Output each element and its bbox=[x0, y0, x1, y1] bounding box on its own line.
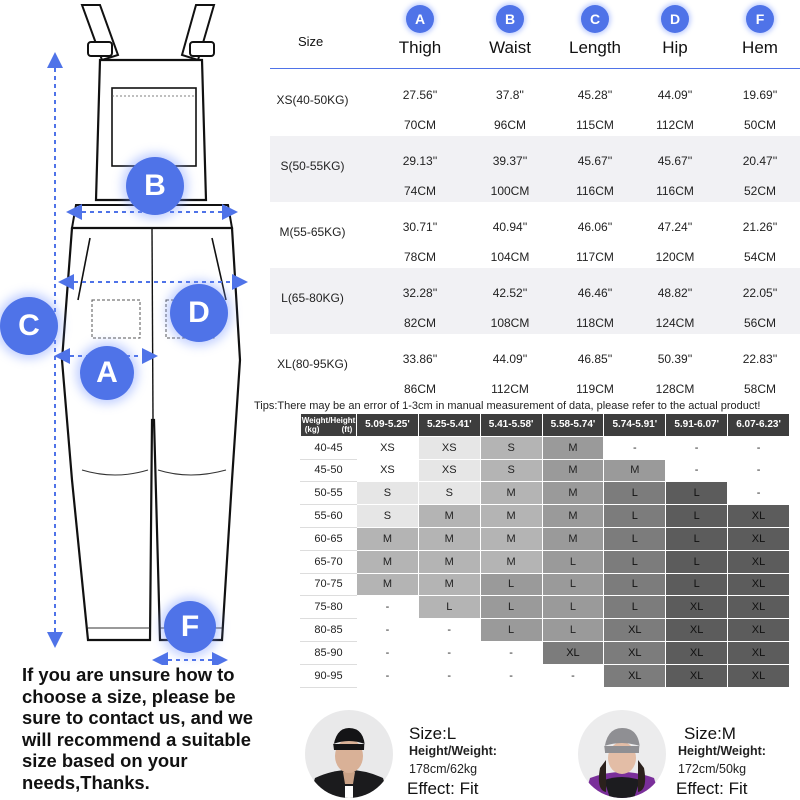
grid-size-cell: L bbox=[604, 482, 666, 505]
column-header-0 bbox=[380, 0, 460, 70]
inch-value: 42.52'' bbox=[492, 286, 528, 300]
grid-size-cell: - bbox=[604, 436, 666, 459]
grid-row bbox=[301, 641, 790, 664]
grid-row bbox=[301, 482, 790, 505]
grid-size-cell: L bbox=[480, 596, 542, 619]
grid-size-cell: S bbox=[480, 436, 542, 459]
grid-size-cell: L bbox=[604, 596, 666, 619]
column-header-4 bbox=[720, 0, 800, 70]
cm-value: 124CM bbox=[655, 316, 695, 330]
grid-corner: Weight/Height (kg) (ft) bbox=[301, 414, 357, 437]
grid-size-cell: L bbox=[666, 527, 728, 550]
grid-size-cell: S bbox=[357, 505, 419, 528]
grid-size-cell: S bbox=[418, 482, 480, 505]
inch-value: 39.37'' bbox=[492, 154, 528, 168]
grid-size-cell: - bbox=[418, 619, 480, 642]
grid-size-cell: - bbox=[357, 619, 419, 642]
column-badge: D bbox=[661, 5, 689, 33]
cm-value: 54CM bbox=[743, 250, 776, 264]
inch-value: 46.46'' bbox=[577, 286, 613, 300]
grid-row bbox=[301, 596, 790, 619]
inch-value: 32.28'' bbox=[402, 286, 438, 300]
size-row bbox=[270, 202, 800, 268]
inch-value: 45.67'' bbox=[577, 154, 613, 168]
column-label: Hem bbox=[742, 38, 778, 57]
column-label: Length bbox=[569, 38, 621, 57]
cm-value: 118CM bbox=[576, 316, 614, 330]
weight-label: 75-80 bbox=[301, 596, 357, 619]
grid-size-cell: - bbox=[357, 641, 419, 664]
grid-size-cell: - bbox=[480, 664, 542, 687]
grid-row bbox=[301, 664, 790, 687]
inch-value: 44.09'' bbox=[492, 352, 528, 366]
inch-value: 30.71'' bbox=[402, 220, 438, 234]
grid-size-cell: XL bbox=[666, 641, 728, 664]
size-chart-table bbox=[270, 70, 800, 400]
column-badge: B bbox=[496, 5, 524, 33]
grid-size-cell: L bbox=[480, 573, 542, 596]
inch-value: 47.24'' bbox=[657, 220, 693, 234]
grid-size-cell: L bbox=[604, 573, 666, 596]
badge-b: B bbox=[126, 157, 184, 215]
grid-size-cell: M bbox=[357, 550, 419, 573]
model-1-effect: Effect: Fit bbox=[407, 779, 479, 798]
grid-size-cell: - bbox=[542, 664, 604, 687]
inch-value: 46.06'' bbox=[577, 220, 613, 234]
column-badge: A bbox=[406, 5, 434, 33]
weight-label: 70-75 bbox=[301, 573, 357, 596]
tips-text: Tips:There may be an error of 1-3cm in manual measurement of data, please refer to the actual product! bbox=[254, 400, 761, 412]
grid-size-cell: L bbox=[666, 505, 728, 528]
cm-value: 116CM bbox=[656, 184, 694, 198]
cm-value: 70CM bbox=[403, 118, 436, 132]
grid-size-cell: M bbox=[418, 573, 480, 596]
grid-size-cell: XS bbox=[357, 436, 419, 459]
size-row bbox=[270, 70, 800, 136]
grid-size-cell: M bbox=[542, 459, 604, 482]
height-header: 5.25-5.41' bbox=[418, 414, 480, 437]
inch-value: 37.8'' bbox=[496, 88, 524, 102]
grid-size-cell: S bbox=[357, 482, 419, 505]
grid-size-cell: - bbox=[728, 459, 790, 482]
grid-size-cell: - bbox=[728, 436, 790, 459]
grid-size-cell: XL bbox=[728, 641, 790, 664]
column-badge: C bbox=[581, 5, 609, 33]
grid-size-cell: XL bbox=[728, 550, 790, 573]
grid-size-cell: M bbox=[604, 459, 666, 482]
model-2-hw-label: Height/Weight: bbox=[678, 744, 766, 758]
grid-row bbox=[301, 505, 790, 528]
grid-size-cell: L bbox=[542, 573, 604, 596]
cm-value: 128CM bbox=[655, 382, 695, 396]
grid-size-cell: S bbox=[480, 459, 542, 482]
grid-row bbox=[301, 619, 790, 642]
grid-size-cell: M bbox=[418, 527, 480, 550]
column-label: Thigh bbox=[398, 38, 442, 57]
weight-label: 65-70 bbox=[301, 550, 357, 573]
cm-value: 116CM bbox=[576, 184, 614, 198]
height-header: 5.91-6.07' bbox=[666, 414, 728, 437]
size-row bbox=[270, 136, 800, 202]
size-name: L(65-80KG) bbox=[281, 291, 344, 305]
grid-size-cell: - bbox=[480, 641, 542, 664]
cm-value: 120CM bbox=[655, 250, 695, 264]
grid-size-cell: L bbox=[666, 482, 728, 505]
size-name: M(55-65KG) bbox=[279, 225, 346, 239]
inch-value: 21.26'' bbox=[742, 220, 778, 234]
cm-value: 86CM bbox=[403, 382, 436, 396]
grid-size-cell: XL bbox=[728, 505, 790, 528]
inch-value: 33.86'' bbox=[402, 352, 438, 366]
size-row bbox=[270, 334, 800, 400]
model-1-size: Size:L bbox=[409, 724, 457, 743]
grid-size-cell: XL bbox=[728, 619, 790, 642]
cm-value: 112CM bbox=[491, 382, 529, 396]
grid-size-cell: XL bbox=[666, 664, 728, 687]
grid-size-cell: XL bbox=[666, 619, 728, 642]
model-photo-2 bbox=[578, 710, 666, 798]
height-header: 6.07-6.23' bbox=[728, 414, 790, 437]
inch-value: 45.28'' bbox=[577, 88, 613, 102]
inch-value: 19.69'' bbox=[742, 88, 778, 102]
grid-size-cell: M bbox=[357, 573, 419, 596]
grid-size-cell: - bbox=[357, 596, 419, 619]
model-1-hw-label: Height/Weight: bbox=[409, 744, 497, 758]
grid-size-cell: M bbox=[542, 505, 604, 528]
badge-a: A bbox=[80, 346, 134, 400]
inch-value: 22.05'' bbox=[742, 286, 778, 300]
model-example-1 bbox=[305, 710, 525, 800]
grid-size-cell: L bbox=[604, 527, 666, 550]
grid-size-cell: L bbox=[604, 505, 666, 528]
weight-label: 55-60 bbox=[301, 505, 357, 528]
size-column-label: Size bbox=[298, 34, 324, 49]
cm-value: 115CM bbox=[576, 118, 614, 132]
grid-size-cell: M bbox=[480, 550, 542, 573]
grid-size-cell: XS bbox=[418, 459, 480, 482]
cm-value: 82CM bbox=[403, 316, 436, 330]
grid-size-cell: L bbox=[666, 573, 728, 596]
weight-label: 80-85 bbox=[301, 619, 357, 642]
overall-illustration bbox=[0, 0, 270, 665]
weight-label: 50-55 bbox=[301, 482, 357, 505]
grid-size-cell: XL bbox=[728, 596, 790, 619]
column-label: Waist bbox=[489, 38, 531, 57]
grid-size-cell: - bbox=[418, 664, 480, 687]
grid-size-cell: XS bbox=[418, 436, 480, 459]
weight-label: 40-45 bbox=[301, 436, 357, 459]
height-header: 5.41-5.58' bbox=[480, 414, 542, 437]
cm-value: 119CM bbox=[576, 382, 614, 396]
grid-size-cell: M bbox=[480, 527, 542, 550]
grid-size-cell: M bbox=[418, 505, 480, 528]
column-header-3 bbox=[635, 0, 715, 70]
grid-size-cell: XL bbox=[728, 664, 790, 687]
column-header-1 bbox=[470, 0, 550, 70]
size-name: XL(80-95KG) bbox=[277, 357, 348, 371]
contact-note: If you are unsure how to choose a size, please be sure to contact us, and we will recommend a suitable size based on your needs,Thanks. bbox=[22, 664, 253, 793]
cm-value: 117CM bbox=[576, 250, 614, 264]
grid-size-cell: L bbox=[542, 619, 604, 642]
weight-height-grid bbox=[300, 413, 790, 688]
weight-label: 60-65 bbox=[301, 527, 357, 550]
cm-value: 78CM bbox=[403, 250, 436, 264]
cm-value: 58CM bbox=[743, 382, 776, 396]
model-2-size: Size:M bbox=[684, 724, 736, 743]
grid-size-cell: XS bbox=[357, 459, 419, 482]
grid-size-cell: XL bbox=[666, 596, 728, 619]
inch-value: 50.39'' bbox=[657, 352, 693, 366]
height-header: 5.74-5.91' bbox=[604, 414, 666, 437]
grid-size-cell: M bbox=[542, 482, 604, 505]
grid-size-cell: L bbox=[542, 550, 604, 573]
grid-size-cell: XL bbox=[728, 527, 790, 550]
cm-value: 96CM bbox=[493, 118, 526, 132]
inch-value: 22.83'' bbox=[742, 352, 778, 366]
inch-value: 40.94'' bbox=[492, 220, 528, 234]
weight-label: 85-90 bbox=[301, 641, 357, 664]
model-2-effect: Effect: Fit bbox=[676, 779, 748, 798]
grid-size-cell: L bbox=[542, 596, 604, 619]
badge-c: C bbox=[0, 297, 58, 355]
grid-row bbox=[301, 550, 790, 573]
model-2-hw-value: 172cm/50kg bbox=[678, 762, 747, 776]
grid-size-cell: XL bbox=[604, 664, 666, 687]
weight-label: 45-50 bbox=[301, 459, 357, 482]
grid-size-cell: M bbox=[480, 505, 542, 528]
cm-value: 74CM bbox=[403, 184, 436, 198]
grid-size-cell: - bbox=[418, 641, 480, 664]
grid-row bbox=[301, 436, 790, 459]
size-name: XS(40-50KG) bbox=[276, 93, 349, 107]
grid-size-cell: XL bbox=[728, 573, 790, 596]
column-badge: F bbox=[746, 5, 774, 33]
grid-size-cell: XL bbox=[542, 641, 604, 664]
cm-value: 112CM bbox=[656, 118, 694, 132]
weight-label: 90-95 bbox=[301, 664, 357, 687]
grid-size-cell: - bbox=[728, 482, 790, 505]
cm-value: 50CM bbox=[743, 118, 776, 132]
grid-row bbox=[301, 459, 790, 482]
grid-size-cell: L bbox=[604, 550, 666, 573]
cm-value: 56CM bbox=[743, 316, 776, 330]
grid-size-cell: L bbox=[480, 619, 542, 642]
grid-size-cell: - bbox=[666, 459, 728, 482]
grid-size-cell: L bbox=[666, 550, 728, 573]
grid-row bbox=[301, 527, 790, 550]
inch-value: 20.47'' bbox=[742, 154, 778, 168]
grid-size-cell: XL bbox=[604, 619, 666, 642]
badge-d: D bbox=[170, 284, 228, 342]
model-1-hw-value: 178cm/62kg bbox=[409, 762, 478, 776]
cm-value: 100CM bbox=[490, 184, 530, 198]
grid-size-cell: M bbox=[542, 436, 604, 459]
grid-size-cell: M bbox=[418, 550, 480, 573]
grid-size-cell: - bbox=[357, 664, 419, 687]
cm-value: 108CM bbox=[490, 316, 530, 330]
cm-value: 52CM bbox=[743, 184, 776, 198]
grid-size-cell: M bbox=[480, 482, 542, 505]
height-header: 5.58-5.74' bbox=[542, 414, 604, 437]
grid-size-cell: - bbox=[666, 436, 728, 459]
model-example-2 bbox=[578, 710, 800, 800]
grid-size-cell: M bbox=[542, 527, 604, 550]
inch-value: 46.85'' bbox=[577, 352, 613, 366]
grid-size-cell: M bbox=[357, 527, 419, 550]
header-divider bbox=[270, 68, 800, 69]
column-header-2 bbox=[555, 0, 635, 70]
size-row bbox=[270, 268, 800, 334]
cm-value: 104CM bbox=[490, 250, 530, 264]
inch-value: 44.09'' bbox=[657, 88, 693, 102]
grid-size-cell: XL bbox=[604, 641, 666, 664]
inch-value: 27.56'' bbox=[402, 88, 438, 102]
grid-row bbox=[301, 573, 790, 596]
inch-value: 48.82'' bbox=[657, 286, 693, 300]
badge-f: F bbox=[164, 601, 216, 653]
model-photo-1 bbox=[305, 710, 393, 798]
grid-size-cell: L bbox=[418, 596, 480, 619]
size-chart-header bbox=[270, 0, 800, 70]
column-label: Hip bbox=[662, 38, 688, 57]
inch-value: 29.13'' bbox=[402, 154, 438, 168]
size-name: S(50-55KG) bbox=[280, 159, 345, 173]
inch-value: 45.67'' bbox=[657, 154, 693, 168]
grid-header-row bbox=[301, 414, 790, 437]
height-header: 5.09-5.25' bbox=[357, 414, 419, 437]
